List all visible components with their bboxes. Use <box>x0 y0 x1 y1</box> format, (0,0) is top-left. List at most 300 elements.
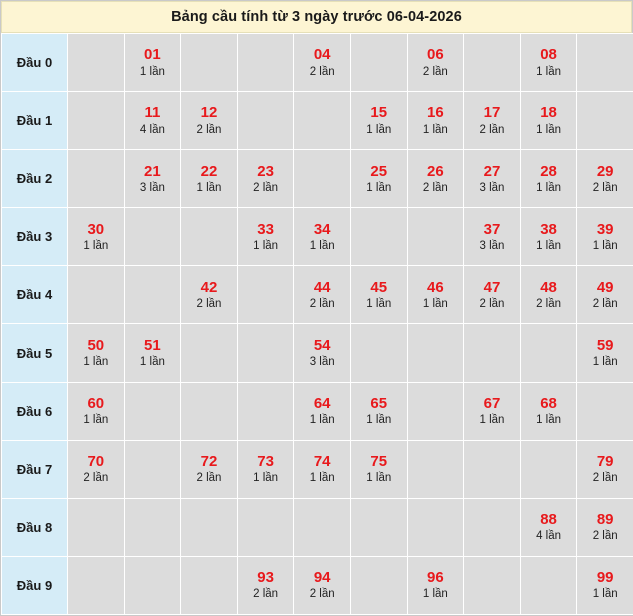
number-cell <box>124 556 181 614</box>
number-cell <box>181 150 238 208</box>
number-cell <box>68 556 125 614</box>
number-cell <box>181 382 238 440</box>
number-cell <box>350 150 407 208</box>
number-cell <box>407 324 464 382</box>
cell-number: 18 <box>540 104 557 122</box>
cell-count: 1 lần <box>536 65 562 78</box>
cell-number: 12 <box>200 104 218 122</box>
cell-number: 44 <box>313 278 331 296</box>
cell-content <box>181 352 237 354</box>
cell-count: 2 lần <box>592 472 618 485</box>
row-header-3 <box>2 208 68 266</box>
number-cell <box>464 92 521 150</box>
cell-number: 15 <box>370 104 388 122</box>
row-header-1 <box>2 92 68 150</box>
number-cell <box>577 92 633 150</box>
table-row <box>2 34 633 92</box>
cell-number: 79 <box>596 452 614 470</box>
cell-count: 1 lần <box>366 297 392 310</box>
cell-content <box>408 104 464 136</box>
cell-number: 60 <box>87 394 105 412</box>
number-cell <box>350 498 407 556</box>
cell-content <box>68 526 124 528</box>
row-header-label: Đầu 9 <box>16 577 53 593</box>
cell-number: 04 <box>313 46 331 64</box>
cell-content <box>464 395 520 427</box>
number-cell <box>237 34 294 92</box>
number-cell <box>577 34 633 92</box>
cell-count: 2 lần <box>309 297 335 310</box>
cell-number: 22 <box>200 162 218 180</box>
cell-number: 08 <box>540 46 557 64</box>
cell-number: 75 <box>370 452 388 470</box>
cell-count: 2 lần <box>592 297 618 310</box>
table-row <box>2 92 633 150</box>
cell-count: 3 lần <box>139 181 165 194</box>
cell-content <box>464 221 520 253</box>
cell-content <box>577 62 633 64</box>
cell-number: 16 <box>427 104 444 122</box>
cell-content <box>351 453 407 485</box>
cell-count: 1 lần <box>309 414 335 427</box>
number-cell <box>237 150 294 208</box>
row-header-label: Đầu 7 <box>16 461 53 477</box>
cell-count: 1 lần <box>83 239 109 252</box>
row-header-2 <box>2 150 68 208</box>
cell-count: 1 lần <box>366 414 392 427</box>
number-cell <box>124 440 181 498</box>
cell-content <box>351 279 407 311</box>
row-header-0 <box>2 34 68 92</box>
number-cell <box>294 208 351 266</box>
number-cell <box>294 440 351 498</box>
number-cell <box>68 92 125 150</box>
table-row <box>2 266 633 324</box>
cell-content <box>464 526 520 528</box>
number-cell <box>407 440 464 498</box>
cell-number: 45 <box>370 278 388 296</box>
cell-content <box>351 584 407 586</box>
cell-content <box>408 352 464 354</box>
cell-count: 2 lần <box>592 181 618 194</box>
number-cell <box>68 150 125 208</box>
cell-content <box>68 294 124 296</box>
cell-count: 1 lần <box>422 588 448 601</box>
number-cell <box>124 382 181 440</box>
cell-content <box>521 511 577 543</box>
cell-count: 2 lần <box>479 297 505 310</box>
number-cell <box>68 382 125 440</box>
table-row <box>2 208 633 266</box>
cell-count: 1 lần <box>422 297 448 310</box>
number-cell <box>181 556 238 614</box>
cell-count: 2 lần <box>422 65 448 78</box>
cell-content <box>521 104 577 136</box>
table-row <box>2 150 633 208</box>
cell-content <box>125 468 181 470</box>
cell-content <box>521 46 577 78</box>
number-cell <box>520 440 577 498</box>
cell-count: 3 lần <box>479 181 505 194</box>
cell-content <box>521 395 577 427</box>
cell-number: 11 <box>144 104 161 122</box>
number-cell <box>407 150 464 208</box>
cell-number: 93 <box>257 569 274 587</box>
cell-content <box>181 62 237 64</box>
cell-content <box>408 46 464 78</box>
cell-content <box>577 279 633 311</box>
cell-content <box>181 410 237 412</box>
cell-content <box>464 163 520 195</box>
cell-count: 1 lần <box>422 123 448 136</box>
number-cell <box>124 324 181 382</box>
number-cell <box>520 34 577 92</box>
number-cell <box>520 150 577 208</box>
cell-count: 1 lần <box>479 414 505 427</box>
number-cell <box>464 556 521 614</box>
number-cell <box>181 34 238 92</box>
number-cell <box>181 498 238 556</box>
cell-number: 39 <box>596 220 614 238</box>
cell-number: 06 <box>427 46 444 64</box>
cell-content <box>181 163 237 195</box>
cell-count: 1 lần <box>139 65 165 78</box>
number-cell <box>520 556 577 614</box>
number-cell <box>407 556 464 614</box>
number-cell <box>181 324 238 382</box>
cell-number: 67 <box>483 394 501 412</box>
number-cell <box>464 208 521 266</box>
number-cell <box>464 382 521 440</box>
number-cell <box>577 324 633 382</box>
number-cell <box>237 440 294 498</box>
number-cell <box>520 382 577 440</box>
cell-content <box>125 337 181 369</box>
cell-content <box>68 120 124 122</box>
number-cell <box>350 556 407 614</box>
cell-number: 42 <box>200 278 218 296</box>
cell-number: 99 <box>596 569 614 587</box>
number-cell <box>294 498 351 556</box>
cell-count: 1 lần <box>592 588 618 601</box>
number-cell <box>350 324 407 382</box>
row-header-label: Đầu 1 <box>16 113 53 129</box>
cell-number: 64 <box>313 394 331 412</box>
row-header-label: Đầu 0 <box>16 55 53 71</box>
cell-content <box>464 352 520 354</box>
number-cell <box>181 440 238 498</box>
cell-count: 2 lần <box>83 472 109 485</box>
row-header-label: Đầu 2 <box>16 171 53 187</box>
number-cell <box>520 92 577 150</box>
cell-content <box>521 584 577 586</box>
panel-header <box>1 1 632 33</box>
cell-content <box>577 410 633 412</box>
table-row <box>2 324 633 382</box>
cell-count: 1 lần <box>366 472 392 485</box>
cell-count: 2 lần <box>196 472 222 485</box>
cell-content <box>125 236 181 238</box>
number-cell <box>124 208 181 266</box>
number-cell <box>407 34 464 92</box>
cell-number: 50 <box>87 336 105 354</box>
cell-number: 59 <box>596 336 614 354</box>
cell-number: 51 <box>144 336 161 354</box>
cell-count: 1 lần <box>366 181 392 194</box>
cell-count: 2 lần <box>479 123 505 136</box>
cell-count: 2 lần <box>253 181 279 194</box>
cell-content <box>464 62 520 64</box>
number-cell <box>577 150 633 208</box>
number-cell <box>237 266 294 324</box>
cell-content <box>577 221 633 253</box>
number-cell <box>294 150 351 208</box>
number-cell <box>464 498 521 556</box>
cell-content <box>68 453 124 485</box>
row-header-7 <box>2 440 68 498</box>
cell-content <box>577 511 633 543</box>
cell-content <box>351 163 407 195</box>
cell-content <box>294 221 350 253</box>
cell-content <box>521 221 577 253</box>
cell-content <box>68 178 124 180</box>
cell-count: 1 lần <box>253 472 279 485</box>
cell-count: 1 lần <box>139 356 165 369</box>
number-cell <box>237 324 294 382</box>
row-header-4 <box>2 266 68 324</box>
number-cell <box>294 92 351 150</box>
number-cell <box>520 266 577 324</box>
cell-count: 1 lần <box>309 239 335 252</box>
number-cell <box>350 266 407 324</box>
cell-number: 38 <box>540 220 557 238</box>
table-body <box>2 34 633 615</box>
cell-content <box>238 569 294 601</box>
table-row <box>2 440 633 498</box>
cell-content <box>351 395 407 427</box>
cell-content <box>294 279 350 311</box>
number-cell <box>68 324 125 382</box>
row-header-label: Đầu 8 <box>16 519 53 535</box>
cell-count: 4 lần <box>139 123 165 136</box>
number-cell <box>350 34 407 92</box>
cell-number: 49 <box>596 278 614 296</box>
cell-count: 2 lần <box>422 181 448 194</box>
cell-content <box>68 221 124 253</box>
cell-content <box>125 294 181 296</box>
number-cell <box>407 92 464 150</box>
number-cell <box>181 266 238 324</box>
table-row <box>2 556 633 614</box>
cell-count: 2 lần <box>536 297 562 310</box>
number-cell <box>407 266 464 324</box>
cell-content <box>238 62 294 64</box>
cell-content <box>294 337 350 369</box>
cell-number: 29 <box>596 162 614 180</box>
cell-count: 2 lần <box>592 530 618 543</box>
cell-content <box>125 584 181 586</box>
number-cell <box>350 208 407 266</box>
cell-content <box>238 120 294 122</box>
cell-count: 2 lần <box>196 123 222 136</box>
number-cell <box>68 266 125 324</box>
row-header-8 <box>2 498 68 556</box>
cell-content <box>464 468 520 470</box>
number-cell <box>68 208 125 266</box>
number-cell <box>294 382 351 440</box>
cell-content <box>577 569 633 601</box>
cell-content <box>68 62 124 64</box>
cell-number: 54 <box>313 336 331 354</box>
cell-content <box>181 236 237 238</box>
cell-content <box>238 163 294 195</box>
cell-count: 1 lần <box>536 239 562 252</box>
cell-content <box>408 526 464 528</box>
number-cell <box>577 556 633 614</box>
cell-content <box>464 584 520 586</box>
cell-number: 28 <box>540 162 557 180</box>
number-cell <box>68 440 125 498</box>
cell-count: 3 lần <box>309 356 335 369</box>
table-row <box>2 382 633 440</box>
row-header-label: Đầu 5 <box>16 345 53 361</box>
cell-content <box>294 120 350 122</box>
cell-content <box>238 410 294 412</box>
cell-content <box>68 395 124 427</box>
number-cell <box>464 266 521 324</box>
cell-content <box>125 46 181 78</box>
cell-number: 65 <box>370 394 388 412</box>
cell-content <box>125 104 181 136</box>
cell-number: 37 <box>483 220 501 238</box>
cell-count: 1 lần <box>83 414 109 427</box>
cell-content <box>464 104 520 136</box>
cell-number: 25 <box>370 162 388 180</box>
cell-number: 33 <box>257 220 274 238</box>
cell-count: 2 lần <box>309 588 335 601</box>
number-cell <box>520 324 577 382</box>
cell-content <box>408 236 464 238</box>
number-cell <box>237 208 294 266</box>
cell-count: 2 lần <box>253 588 279 601</box>
number-cell <box>181 92 238 150</box>
cell-number: 70 <box>87 452 105 470</box>
cell-content <box>351 526 407 528</box>
number-cell <box>124 92 181 150</box>
cell-content <box>238 294 294 296</box>
cell-content <box>521 279 577 311</box>
number-cell <box>464 150 521 208</box>
number-cell <box>124 498 181 556</box>
cell-number: 74 <box>313 452 331 470</box>
cell-number: 68 <box>540 394 557 412</box>
cell-count: 2 lần <box>309 65 335 78</box>
cell-content <box>238 352 294 354</box>
cell-count: 2 lần <box>196 297 222 310</box>
table-row <box>2 498 633 556</box>
cell-count: 1 lần <box>592 356 618 369</box>
cell-content <box>521 163 577 195</box>
cell-number: 47 <box>483 278 501 296</box>
cell-number: 23 <box>257 162 274 180</box>
number-cell <box>577 498 633 556</box>
cell-count: 1 lần <box>309 472 335 485</box>
cell-number: 72 <box>200 452 218 470</box>
number-cell <box>577 208 633 266</box>
number-cell <box>407 382 464 440</box>
cell-number: 89 <box>596 511 614 529</box>
number-cell <box>350 382 407 440</box>
number-cell <box>294 266 351 324</box>
page-title: Bảng cầu tính từ 3 ngày trước 06-04-2026 <box>171 9 462 25</box>
number-cell <box>294 324 351 382</box>
number-cell <box>124 150 181 208</box>
cell-number: 88 <box>540 511 557 529</box>
number-cell <box>181 208 238 266</box>
number-cell <box>124 266 181 324</box>
number-cell <box>237 498 294 556</box>
row-header-9 <box>2 556 68 614</box>
number-cell <box>350 440 407 498</box>
cell-content <box>125 163 181 195</box>
cell-content <box>294 526 350 528</box>
number-cell <box>237 556 294 614</box>
cell-content <box>181 279 237 311</box>
number-cell <box>68 34 125 92</box>
cell-content <box>181 104 237 136</box>
cell-count: 1 lần <box>196 181 222 194</box>
number-cell <box>124 34 181 92</box>
cell-number: 30 <box>87 220 105 238</box>
cell-content <box>238 453 294 485</box>
cell-count: 1 lần <box>83 356 109 369</box>
row-header-label: Đầu 6 <box>16 403 53 419</box>
cell-content <box>408 468 464 470</box>
cell-number: 94 <box>313 569 331 587</box>
cell-content <box>351 236 407 238</box>
cell-count: 3 lần <box>479 239 505 252</box>
cell-content <box>294 453 350 485</box>
row-header-5 <box>2 324 68 382</box>
number-cell <box>464 324 521 382</box>
cell-content <box>577 337 633 369</box>
cell-count: 1 lần <box>536 123 562 136</box>
cell-content <box>351 62 407 64</box>
cell-content <box>577 163 633 195</box>
number-cell <box>294 34 351 92</box>
number-cell <box>68 498 125 556</box>
number-cell <box>350 92 407 150</box>
number-cell <box>407 208 464 266</box>
cell-content <box>351 352 407 354</box>
cell-content <box>68 337 124 369</box>
cell-number: 34 <box>313 220 331 238</box>
cell-number: 21 <box>144 162 161 180</box>
number-cell <box>520 498 577 556</box>
number-cell <box>237 382 294 440</box>
cell-content <box>408 279 464 311</box>
cell-content <box>181 526 237 528</box>
row-header-label: Đầu 4 <box>16 287 53 303</box>
cell-number: 48 <box>540 278 557 296</box>
cell-content <box>521 352 577 354</box>
cell-number: 26 <box>427 162 444 180</box>
number-cell <box>577 382 633 440</box>
frequency-table <box>1 33 633 615</box>
row-header-6 <box>2 382 68 440</box>
cell-count: 1 lần <box>536 414 562 427</box>
cell-content <box>181 584 237 586</box>
